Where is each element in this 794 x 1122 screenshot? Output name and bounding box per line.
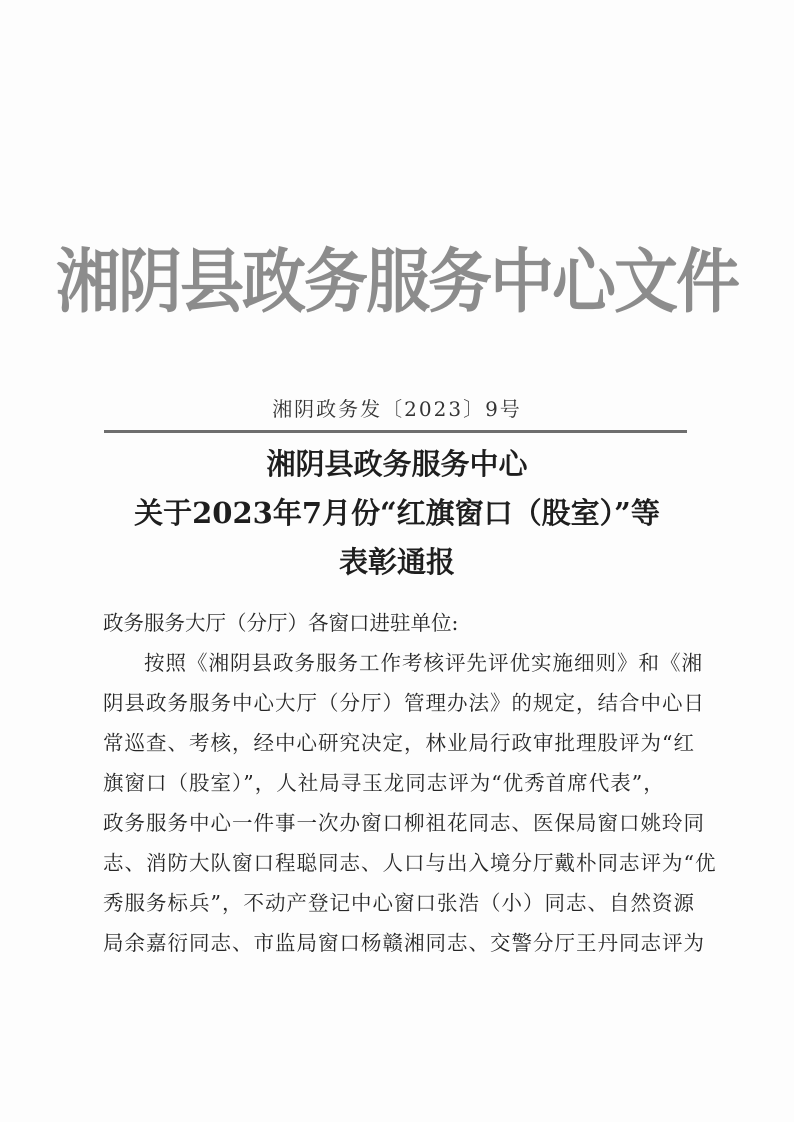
notice-body	[103, 603, 717, 963]
org-file-title: 湘阴县政务服务中心文件	[56, 243, 738, 323]
notice-title-line-3: 表彰通报	[338, 545, 455, 579]
paragraph-line: 阴县政务服务中心大厅（分厅）管理办法》的规定，结合中心日	[103, 691, 705, 715]
paragraph-line: 政务服务中心一件事一次办窗口柳祖花同志、医保局窗口姚玲同	[103, 811, 705, 835]
document-number: 湘阴政务发〔2023〕9号	[272, 397, 522, 421]
header-divider-rule	[104, 430, 687, 433]
paragraph-line: 局余嘉衍同志、市监局窗口杨赣湘同志、交警分厅王丹同志评为	[103, 931, 705, 955]
salutation: 政务服务大厅（分厅）各窗口进驻单位:	[103, 611, 459, 635]
notice-title-line-1: 湘阴县政务服务中心	[266, 447, 528, 481]
paragraph-line: 按照《湘阴县政务服务工作考核评先评优实施细则》和《湘	[144, 651, 703, 675]
paragraph-line: 旗窗口（股室）”，人社局寻玉龙同志评为“优秀首席代表”，	[103, 771, 665, 795]
paragraph-line: 常巡查、考核，经中心研究决定，林业局行政审批理股评为“红	[103, 731, 695, 755]
notice-title-line-2: 关于2023年7月份“红旗窗口（股室）”等	[134, 496, 660, 530]
paragraph-line: 志、消防大队窗口程聪同志、人口与出入境分厅戴朴同志评为“优	[103, 851, 717, 875]
notice-title	[60, 440, 734, 587]
paragraph-line: 秀服务标兵”，不动产登记中心窗口张浩（小）同志、自然资源	[103, 891, 695, 915]
